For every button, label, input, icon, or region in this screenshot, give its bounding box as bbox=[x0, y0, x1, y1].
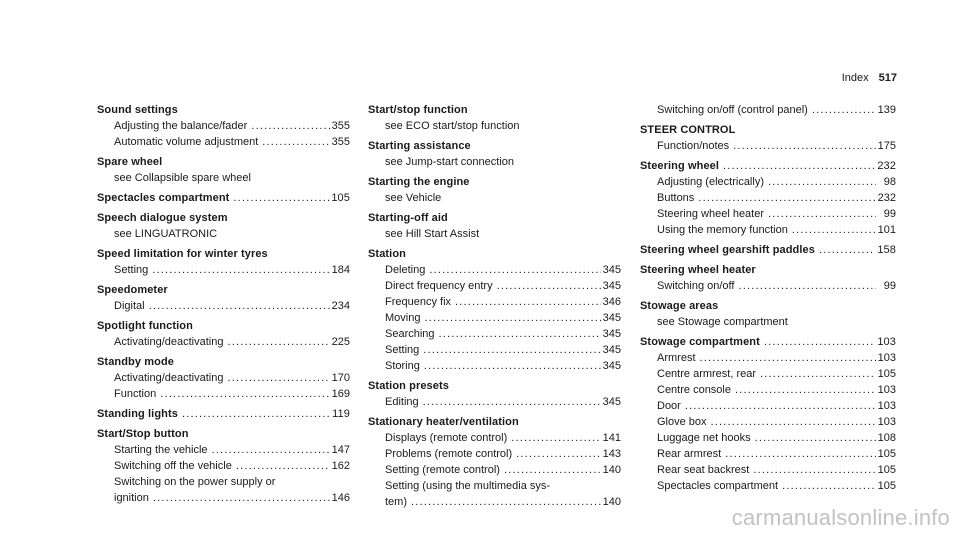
index-subentry[interactable] bbox=[368, 262, 621, 278]
dot-leader bbox=[423, 342, 600, 358]
index-subentry bbox=[368, 118, 621, 134]
index-subentry[interactable] bbox=[640, 102, 896, 118]
index-subentry bbox=[640, 314, 896, 330]
index-subentry-text: Using the memory function bbox=[657, 224, 788, 236]
index-heading-text: Sound settings bbox=[97, 104, 178, 116]
index-subentry bbox=[368, 478, 621, 494]
index-heading[interactable] bbox=[640, 334, 896, 350]
index-heading-text: Speech dialogue system bbox=[97, 212, 228, 224]
page-reference[interactable]: 355 bbox=[331, 120, 350, 132]
dot-leader bbox=[711, 414, 876, 430]
page-header bbox=[842, 72, 897, 84]
page-reference[interactable]: 345 bbox=[602, 312, 621, 324]
index-subentry-text: Switching on/off (control panel) bbox=[657, 104, 808, 116]
index-subentry[interactable] bbox=[640, 462, 896, 478]
page-reference[interactable]: 346 bbox=[602, 296, 621, 308]
page-reference[interactable]: 99 bbox=[883, 208, 896, 220]
dot-leader bbox=[733, 138, 875, 154]
page-reference[interactable]: 345 bbox=[602, 280, 621, 292]
index-subentry-text: Buttons bbox=[657, 192, 695, 204]
index-heading bbox=[97, 426, 350, 442]
page-reference[interactable]: 158 bbox=[877, 244, 896, 256]
index-heading[interactable] bbox=[97, 190, 350, 206]
index-subentry-text: Function bbox=[114, 388, 157, 400]
index-subentry-text: tem) bbox=[385, 496, 407, 508]
index-subentry-text: Rear seat backrest bbox=[657, 464, 750, 476]
index-subentry[interactable] bbox=[97, 370, 350, 386]
index-subentry-text: Door bbox=[657, 400, 681, 412]
index-heading bbox=[368, 174, 621, 190]
index-subentry-text: Switching on the power supply or bbox=[114, 476, 276, 488]
index-heading bbox=[97, 154, 350, 170]
index-heading bbox=[368, 414, 621, 430]
index-subentry[interactable] bbox=[640, 430, 896, 446]
index-subentry[interactable] bbox=[640, 190, 896, 206]
index-entry bbox=[640, 102, 896, 118]
page-reference[interactable]: 345 bbox=[602, 264, 621, 276]
index-heading-text: Start/stop function bbox=[368, 104, 468, 116]
dot-leader bbox=[236, 458, 330, 474]
index-subentry[interactable] bbox=[97, 334, 350, 350]
index-subentry-text: Activating/deactivating bbox=[114, 336, 224, 348]
index-heading bbox=[368, 378, 621, 394]
dot-leader bbox=[233, 190, 329, 206]
index-subentry-text: Setting bbox=[385, 344, 420, 356]
index-subentry-text: see Hill Start Assist bbox=[385, 228, 480, 240]
page-reference[interactable]: 140 bbox=[602, 464, 621, 476]
index-heading bbox=[640, 262, 896, 278]
index-heading[interactable] bbox=[640, 158, 896, 174]
dot-leader bbox=[153, 490, 330, 506]
index-entry bbox=[368, 246, 621, 374]
index-subentry[interactable] bbox=[368, 326, 621, 342]
index-subentry-text: Setting (remote control) bbox=[385, 464, 500, 476]
index-subentry-text: Digital bbox=[114, 300, 145, 312]
dot-leader bbox=[424, 358, 601, 374]
index-heading bbox=[368, 210, 621, 226]
index-heading bbox=[97, 210, 350, 226]
dot-leader bbox=[455, 294, 601, 310]
index-subentry[interactable] bbox=[368, 446, 621, 462]
index-subentry-text: Switching on/off bbox=[657, 280, 735, 292]
index-entry bbox=[97, 154, 350, 186]
dot-leader bbox=[516, 446, 600, 462]
index-subentry[interactable] bbox=[640, 222, 896, 238]
page-reference[interactable]: 139 bbox=[877, 104, 896, 116]
index-subentry[interactable] bbox=[640, 138, 896, 154]
index-heading bbox=[368, 138, 621, 154]
index-subentry[interactable] bbox=[640, 366, 896, 382]
page-reference[interactable]: 175 bbox=[877, 140, 896, 152]
index-subentry-text: Displays (remote control) bbox=[385, 432, 508, 444]
page-reference[interactable]: 225 bbox=[331, 336, 350, 348]
index-subentry bbox=[97, 226, 350, 242]
index-column-2 bbox=[368, 102, 621, 514]
dot-leader bbox=[782, 478, 876, 494]
index-title: Index bbox=[841, 72, 869, 84]
index-subentry-text: see Stowage compartment bbox=[657, 316, 788, 328]
index-entry bbox=[640, 334, 896, 494]
index-subentry-text: see Jump-start connection bbox=[385, 156, 515, 168]
index-heading-text: Stowage compartment bbox=[640, 336, 760, 348]
index-subentry bbox=[97, 474, 350, 490]
index-heading bbox=[640, 122, 896, 138]
index-heading bbox=[97, 354, 350, 370]
index-subentry-text: Automatic volume adjustment bbox=[114, 136, 259, 148]
index-subentry-text: see LINGUATRONIC bbox=[114, 228, 218, 240]
dot-leader bbox=[764, 334, 875, 350]
page-reference[interactable]: 232 bbox=[877, 192, 896, 204]
dot-leader bbox=[424, 310, 600, 326]
index-subentry[interactable] bbox=[368, 462, 621, 478]
index-subentry-text: Steering wheel heater bbox=[657, 208, 765, 220]
page-reference[interactable]: 140 bbox=[602, 496, 621, 508]
index-subentry[interactable] bbox=[640, 414, 896, 430]
dot-leader bbox=[511, 430, 600, 446]
dot-leader bbox=[698, 190, 875, 206]
index-subentry[interactable] bbox=[640, 206, 896, 222]
index-subentry-text: see Collapsible spare wheel bbox=[114, 172, 251, 184]
index-subentry[interactable] bbox=[640, 350, 896, 366]
index-heading-text: Standing lights bbox=[97, 408, 178, 420]
index-entry bbox=[97, 246, 350, 278]
index-entry bbox=[368, 378, 621, 410]
index-subentry-text: Centre armrest, rear bbox=[657, 368, 757, 380]
index-subentry[interactable] bbox=[640, 478, 896, 494]
index-subentry[interactable] bbox=[97, 386, 350, 402]
page-reference[interactable]: 170 bbox=[331, 372, 350, 384]
index-subentry[interactable] bbox=[97, 134, 350, 150]
dot-leader bbox=[504, 462, 601, 478]
index-subentry-text: Storing bbox=[385, 360, 420, 372]
index-heading-text: Starting the engine bbox=[368, 176, 470, 188]
page-reference[interactable]: 345 bbox=[602, 344, 621, 356]
index-subentry-text: Armrest bbox=[657, 352, 696, 364]
dot-leader bbox=[723, 158, 875, 174]
index-heading-text: Starting assistance bbox=[368, 140, 471, 152]
page-reference[interactable]: 119 bbox=[332, 408, 350, 420]
index-heading-text: Station bbox=[368, 248, 406, 260]
dot-leader bbox=[182, 406, 330, 422]
index-subentry-text: Luggage net hooks bbox=[657, 432, 751, 444]
index-subentry-text: Rear armrest bbox=[657, 448, 722, 460]
index-subentry-text: Deleting bbox=[385, 264, 426, 276]
index-subentry[interactable] bbox=[640, 174, 896, 190]
index-subentry[interactable] bbox=[368, 278, 621, 294]
dot-leader bbox=[760, 366, 876, 382]
dot-leader bbox=[753, 462, 875, 478]
dot-leader bbox=[725, 446, 875, 462]
index-subentry[interactable] bbox=[368, 310, 621, 326]
index-heading-text: Steering wheel bbox=[640, 160, 720, 172]
index-heading bbox=[97, 318, 350, 334]
index-entry bbox=[97, 282, 350, 314]
dot-leader bbox=[497, 278, 601, 294]
page-reference[interactable]: 146 bbox=[331, 492, 350, 504]
index-heading bbox=[640, 298, 896, 314]
dot-leader bbox=[411, 494, 601, 510]
dot-leader bbox=[738, 278, 876, 294]
page-reference[interactable]: 232 bbox=[877, 160, 896, 172]
index-entry bbox=[368, 210, 621, 242]
index-subentry[interactable] bbox=[640, 398, 896, 414]
index-entry bbox=[640, 262, 896, 294]
index-subentry-text: Moving bbox=[385, 312, 421, 324]
page-reference[interactable]: 355 bbox=[331, 136, 350, 148]
index-entry bbox=[640, 242, 896, 258]
index-heading bbox=[97, 282, 350, 298]
index-subentry[interactable] bbox=[368, 394, 621, 410]
index-heading-text: Spotlight function bbox=[97, 320, 193, 332]
index-subentry bbox=[368, 226, 621, 242]
page-reference[interactable]: 99 bbox=[883, 280, 896, 292]
page-reference[interactable]: 105 bbox=[877, 464, 896, 476]
index-heading-text: Station presets bbox=[368, 380, 449, 392]
dot-leader bbox=[262, 134, 329, 150]
index-subentry-text: Adjusting (electrically) bbox=[657, 176, 764, 188]
index-subentry[interactable] bbox=[640, 278, 896, 294]
index-heading bbox=[97, 246, 350, 262]
page-reference[interactable]: 147 bbox=[331, 444, 350, 456]
index-subentry[interactable] bbox=[97, 442, 350, 458]
index-subentry[interactable] bbox=[368, 342, 621, 358]
index-heading[interactable] bbox=[640, 242, 896, 258]
index-heading-text: Steering wheel heater bbox=[640, 264, 756, 276]
dot-leader bbox=[149, 298, 330, 314]
page-reference[interactable]: 184 bbox=[331, 264, 350, 276]
index-entry bbox=[640, 158, 896, 238]
page-reference[interactable]: 103 bbox=[877, 384, 896, 396]
index-heading-text: Stowage areas bbox=[640, 300, 719, 312]
index-heading-text: Start/Stop button bbox=[97, 428, 189, 440]
page-reference[interactable]: 105 bbox=[331, 192, 350, 204]
index-column-1 bbox=[97, 102, 350, 510]
index-column-3 bbox=[640, 102, 896, 498]
index-heading-text: Steering wheel gearshift paddles bbox=[640, 244, 815, 256]
index-entry bbox=[368, 414, 621, 510]
index-subentry[interactable] bbox=[368, 430, 621, 446]
index-heading-text: Stationary heater/ventilation bbox=[368, 416, 519, 428]
page-reference[interactable]: 345 bbox=[602, 396, 621, 408]
page-number: 517 bbox=[878, 72, 897, 84]
index-subentry-text: Function/notes bbox=[657, 140, 730, 152]
index-subentry bbox=[368, 190, 621, 206]
index-subentry bbox=[97, 170, 350, 186]
index-entry bbox=[368, 102, 621, 134]
index-subentry-text: see ECO start/stop function bbox=[385, 120, 520, 132]
dot-leader bbox=[251, 118, 329, 134]
index-entry bbox=[97, 190, 350, 206]
index-subentry[interactable] bbox=[368, 494, 621, 510]
dot-leader bbox=[812, 102, 876, 118]
index-subentry-text: Activating/deactivating bbox=[114, 372, 224, 384]
page-reference[interactable]: 345 bbox=[602, 360, 621, 372]
page-reference[interactable]: 234 bbox=[331, 300, 350, 312]
dot-leader bbox=[768, 206, 876, 222]
dot-leader bbox=[735, 382, 876, 398]
dot-leader bbox=[160, 386, 329, 402]
dot-leader bbox=[685, 398, 876, 414]
index-entry bbox=[368, 138, 621, 170]
index-subentry-text: Switching off the vehicle bbox=[114, 460, 232, 472]
page-reference[interactable]: 345 bbox=[602, 328, 621, 340]
page-reference[interactable]: 108 bbox=[877, 432, 896, 444]
dot-leader bbox=[212, 442, 330, 458]
dot-leader bbox=[227, 334, 329, 350]
index-heading-text: STEER CONTROL bbox=[640, 124, 736, 136]
page-reference[interactable]: 169 bbox=[331, 388, 350, 400]
index-heading bbox=[368, 102, 621, 118]
index-entry bbox=[97, 354, 350, 402]
page-reference[interactable]: 162 bbox=[331, 460, 350, 472]
dot-leader bbox=[429, 262, 600, 278]
index-heading-text: Spectacles compartment bbox=[97, 192, 230, 204]
index-subentry-text: Centre console bbox=[657, 384, 731, 396]
dot-leader bbox=[792, 222, 876, 238]
index-subentry-text: Problems (remote control) bbox=[385, 448, 513, 460]
index-subentry[interactable] bbox=[640, 446, 896, 462]
index-heading-text: Starting-off aid bbox=[368, 212, 448, 224]
index-entry bbox=[97, 102, 350, 150]
page-reference[interactable]: 105 bbox=[877, 448, 896, 460]
index-subentry-text: ignition bbox=[114, 492, 149, 504]
index-entry bbox=[97, 318, 350, 350]
index-subentry[interactable] bbox=[640, 382, 896, 398]
page-reference[interactable]: 103 bbox=[877, 400, 896, 412]
watermark: carmanualsonline.info bbox=[731, 505, 950, 530]
index-heading-text: Spare wheel bbox=[97, 156, 163, 168]
index-subentry[interactable] bbox=[97, 298, 350, 314]
index-subentry-text: Frequency fix bbox=[385, 296, 452, 308]
index-subentry[interactable] bbox=[97, 118, 350, 134]
index-subentry[interactable] bbox=[97, 490, 350, 506]
page-reference[interactable]: 105 bbox=[877, 480, 896, 492]
index-subentry-text: Direct frequency entry bbox=[385, 280, 493, 292]
dot-leader bbox=[152, 262, 329, 278]
page-reference[interactable]: 103 bbox=[877, 416, 896, 428]
page-reference[interactable]: 103 bbox=[877, 352, 896, 364]
dot-leader bbox=[439, 326, 601, 342]
index-subentry-text: see Vehicle bbox=[385, 192, 442, 204]
dot-leader bbox=[227, 370, 329, 386]
dot-leader bbox=[755, 430, 876, 446]
index-heading-text: Speed limitation for winter tyres bbox=[97, 248, 268, 260]
index-entry bbox=[368, 174, 621, 206]
index-subentry bbox=[368, 154, 621, 170]
index-subentry[interactable] bbox=[97, 458, 350, 474]
page-reference[interactable]: 143 bbox=[602, 448, 621, 460]
index-subentry-text: Adjusting the balance/fader bbox=[114, 120, 248, 132]
index-entry bbox=[640, 298, 896, 330]
index-subentry-text: Setting bbox=[114, 264, 149, 276]
index-heading[interactable] bbox=[97, 406, 350, 422]
page-reference[interactable]: 103 bbox=[877, 336, 896, 348]
page-reference[interactable]: 141 bbox=[602, 432, 621, 444]
index-heading-text: Speedometer bbox=[97, 284, 168, 296]
page-reference[interactable]: 98 bbox=[883, 176, 896, 188]
index-subentry-text: Searching bbox=[385, 328, 435, 340]
page-reference[interactable]: 101 bbox=[877, 224, 896, 236]
index-subentry[interactable] bbox=[368, 294, 621, 310]
index-heading bbox=[368, 246, 621, 262]
index-heading-text: Standby mode bbox=[97, 356, 174, 368]
dot-leader bbox=[700, 350, 876, 366]
dot-leader bbox=[819, 242, 875, 258]
index-entry bbox=[97, 210, 350, 242]
index-subentry[interactable] bbox=[368, 358, 621, 374]
index-subentry-text: Setting (using the multimedia sys- bbox=[385, 480, 551, 492]
index-subentry-text: Glove box bbox=[657, 416, 707, 428]
index-subentry-text: Spectacles compartment bbox=[657, 480, 779, 492]
index-subentry[interactable] bbox=[97, 262, 350, 278]
index-heading bbox=[97, 102, 350, 118]
dot-leader bbox=[768, 174, 876, 190]
index-subentry-text: Starting the vehicle bbox=[114, 444, 208, 456]
dot-leader bbox=[423, 394, 601, 410]
index-entry bbox=[640, 122, 896, 154]
index-entry bbox=[97, 426, 350, 506]
page-reference[interactable]: 105 bbox=[877, 368, 896, 380]
index-subentry-text: Editing bbox=[385, 396, 419, 408]
index-entry bbox=[97, 406, 350, 422]
